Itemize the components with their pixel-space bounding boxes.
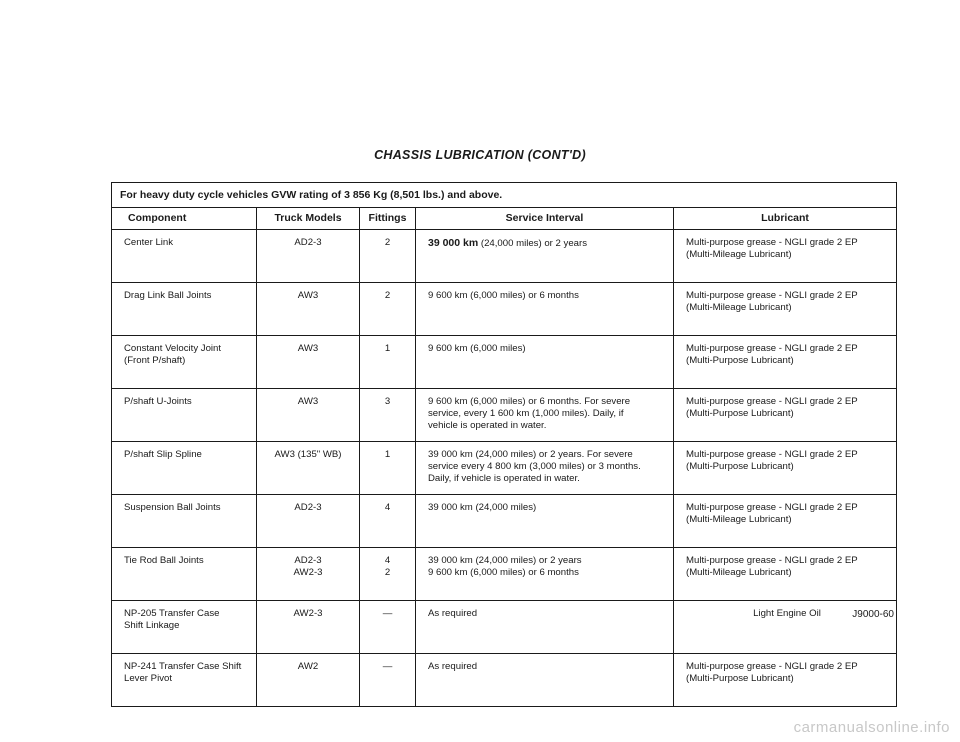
cell-line: (Multi-Purpose Lubricant) xyxy=(686,355,794,366)
table-caption-row xyxy=(112,183,897,208)
cell-line: AW2-3 xyxy=(293,608,323,619)
truck-models-cell xyxy=(257,601,360,654)
cell-line: service every 4 800 km (3,000 miles) or 3 months. xyxy=(428,461,641,472)
table-row xyxy=(112,336,897,389)
cell-line: (Multi-Mileage Lubricant) xyxy=(686,567,792,578)
component-cell xyxy=(112,601,257,654)
table-row xyxy=(112,495,897,548)
lubricant-cell xyxy=(674,336,897,389)
cell-line: Multi-purpose grease - NGLI grade 2 EP xyxy=(686,237,858,248)
cell-line: NP-205 Transfer Case xyxy=(124,608,220,619)
table-row xyxy=(112,230,897,283)
cell-line: (Multi-Mileage Lubricant) xyxy=(686,302,792,313)
cell-line: P/shaft U-Joints xyxy=(124,396,192,407)
cell-line: (Multi-Purpose Lubricant) xyxy=(686,461,794,472)
cell-line: NP-241 Transfer Case Shift xyxy=(124,661,242,672)
table-row xyxy=(112,442,897,495)
cell-line: 2 xyxy=(384,290,391,301)
cell-line: 9 600 km (6,000 miles) or 6 months xyxy=(428,290,579,301)
table-row xyxy=(112,548,897,601)
cell-line: AD2-3 xyxy=(294,555,322,566)
cell-line: 1 xyxy=(384,449,391,460)
column-header-lubricant: Lubricant xyxy=(674,208,897,230)
service-interval-cell xyxy=(416,283,674,336)
table-row xyxy=(112,389,897,442)
component-cell xyxy=(112,654,257,707)
cell-line: 1 xyxy=(384,343,391,354)
cell-line: 39 000 km (24,000 miles) or 2 years xyxy=(428,555,582,566)
lubricant-cell xyxy=(674,389,897,442)
cell-line: AW2-3 xyxy=(293,567,323,578)
cell-line: 2 xyxy=(384,567,391,578)
cell-line: 9 600 km (6,000 miles) or 6 months. For severe xyxy=(428,396,631,407)
table-row xyxy=(112,601,897,654)
service-interval-cell xyxy=(416,654,674,707)
cell-line: Multi-purpose grease - NGLI grade 2 EP xyxy=(686,661,858,672)
cell-line: AW3 xyxy=(297,290,319,301)
cell-line: AW3 (135" WB) xyxy=(274,449,342,460)
cell-line: 9 600 km (6,000 miles) xyxy=(428,343,526,354)
truck-models-cell xyxy=(257,654,360,707)
cell-line: AD2-3 xyxy=(294,502,322,513)
component-cell xyxy=(112,283,257,336)
interval-text: (24,000 miles) or 2 years xyxy=(478,238,587,249)
cell-line: Multi-purpose grease - NGLI grade 2 EP xyxy=(686,396,858,407)
figure-code: J9000-60 xyxy=(852,609,894,620)
cell-line: (Multi-Mileage Lubricant) xyxy=(686,514,792,525)
truck-models-cell xyxy=(257,495,360,548)
cell-line: AD2-3 xyxy=(294,237,322,248)
cell-line: 2 xyxy=(384,237,391,248)
table-header-row xyxy=(112,208,897,230)
cell-line: AW3 xyxy=(297,343,319,354)
cell-line: Tie Rod Ball Joints xyxy=(124,555,204,566)
table-row xyxy=(112,283,897,336)
service-interval-cell xyxy=(416,495,674,548)
component-cell xyxy=(112,230,257,283)
cell-line: service, every 1 600 km (1,000 miles). Daily, if xyxy=(428,408,624,419)
component-cell xyxy=(112,442,257,495)
service-interval-cell xyxy=(416,389,674,442)
cell-line: 4 xyxy=(384,502,391,513)
fittings-cell xyxy=(360,283,416,336)
service-interval-cell xyxy=(416,601,674,654)
cell-line: Constant Velocity Joint xyxy=(124,343,222,354)
fittings-cell xyxy=(360,389,416,442)
service-interval-cell xyxy=(416,230,674,283)
truck-models-cell xyxy=(257,389,360,442)
cell-line: 9 600 km (6,000 miles) or 6 months xyxy=(428,567,579,578)
cell-line: Multi-purpose grease - NGLI grade 2 EP xyxy=(686,343,858,354)
lubrication-table xyxy=(111,182,897,707)
page-title: CHASSIS LUBRICATION (CONT'D) xyxy=(374,148,586,162)
cell-line: (Multi-Mileage Lubricant) xyxy=(686,249,792,260)
cell-line: Multi-purpose grease - NGLI grade 2 EP xyxy=(686,449,858,460)
truck-models-cell xyxy=(257,442,360,495)
lubricant-cell xyxy=(674,283,897,336)
cell-line: — xyxy=(382,608,393,619)
watermark: carmanualsonline.info xyxy=(793,719,950,736)
service-interval-cell xyxy=(416,442,674,495)
lubricant-cell xyxy=(674,442,897,495)
truck-models-cell xyxy=(257,283,360,336)
cell-line: 3 xyxy=(384,396,391,407)
cell-line: Light Engine Oil xyxy=(753,608,821,619)
column-header-fittings: Fittings xyxy=(360,208,416,230)
lubricant-cell xyxy=(674,654,897,707)
cell-line: AW3 xyxy=(297,396,319,407)
component-cell xyxy=(112,495,257,548)
fittings-cell xyxy=(360,495,416,548)
column-header-truck-models: Truck Models xyxy=(257,208,360,230)
truck-models-cell xyxy=(257,548,360,601)
cell-line: (Multi-Purpose Lubricant) xyxy=(686,673,794,684)
cell-line: Multi-purpose grease - NGLI grade 2 EP xyxy=(686,555,858,566)
cell-line: vehicle is operated in water. xyxy=(428,420,547,431)
cell-line: Shift Linkage xyxy=(124,620,180,631)
cell-line: 4 xyxy=(384,555,391,566)
component-cell xyxy=(112,336,257,389)
fittings-cell xyxy=(360,336,416,389)
component-cell xyxy=(112,548,257,601)
cell-line: As required xyxy=(428,608,478,619)
cell-line xyxy=(428,237,665,250)
service-interval-cell xyxy=(416,336,674,389)
interval-emphasis: 39 000 km xyxy=(428,237,479,249)
column-header-component: Component xyxy=(112,208,257,230)
truck-models-cell xyxy=(257,336,360,389)
cell-line: P/shaft Slip Spline xyxy=(124,449,202,460)
column-header-service-interval: Service Interval xyxy=(416,208,674,230)
fittings-cell xyxy=(360,230,416,283)
component-cell xyxy=(112,389,257,442)
service-interval-cell xyxy=(416,548,674,601)
cell-line: Lever Pivot xyxy=(124,673,172,684)
cell-line: — xyxy=(382,661,393,672)
fittings-cell xyxy=(360,548,416,601)
fittings-cell xyxy=(360,654,416,707)
lubricant-cell xyxy=(674,548,897,601)
lubricant-cell xyxy=(674,230,897,283)
table-caption: For heavy duty cycle vehicles GVW rating of 3 856 Kg (8,501 lbs.) and above. xyxy=(112,183,897,208)
cell-line: 39 000 km (24,000 miles) xyxy=(428,502,537,513)
cell-line: AW2 xyxy=(297,661,319,672)
cell-line: As required xyxy=(428,661,478,672)
cell-line: Suspension Ball Joints xyxy=(124,502,221,513)
cell-line: Center Link xyxy=(124,237,174,248)
cell-line: Multi-purpose grease - NGLI grade 2 EP xyxy=(686,290,858,301)
fittings-cell xyxy=(360,442,416,495)
lubricant-cell xyxy=(674,495,897,548)
cell-line: Drag Link Ball Joints xyxy=(124,290,212,301)
table-row xyxy=(112,654,897,707)
cell-line: Multi-purpose grease - NGLI grade 2 EP xyxy=(686,502,858,513)
fittings-cell xyxy=(360,601,416,654)
cell-line: Daily, if vehicle is operated in water. xyxy=(428,473,580,484)
cell-line: (Front P/shaft) xyxy=(124,355,186,366)
cell-line: (Multi-Purpose Lubricant) xyxy=(686,408,794,419)
truck-models-cell xyxy=(257,230,360,283)
cell-line: 39 000 km (24,000 miles) or 2 years. For severe xyxy=(428,449,633,460)
